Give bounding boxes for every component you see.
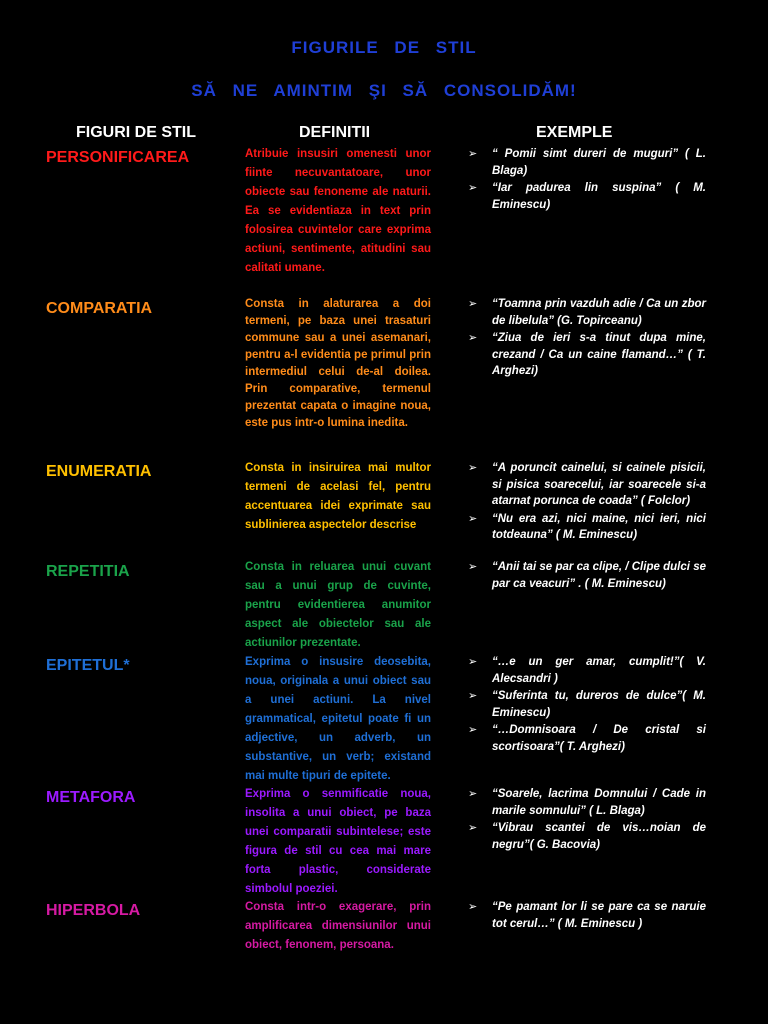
- example-item: ➢ “…Domnisoara / De cristal si scortisoara”( T. Arghezi): [468, 724, 706, 753]
- arrow-bullet-icon: ➢: [468, 298, 478, 310]
- term-personificarea: PERSONIFICAREA: [46, 149, 190, 166]
- example-item: ➢ “A poruncit cainelui, si cainele pisicii, si pisica soarecelui, iar soarecele si-a atarnat porunca de coada” ( Folclor): [468, 462, 706, 507]
- header-definitions: DEFINITII: [299, 124, 371, 141]
- term-metafora: METAFORA: [46, 789, 136, 806]
- header-examples: EXEMPLE: [536, 124, 613, 141]
- arrow-bullet-icon: ➢: [468, 656, 478, 668]
- examples-epitetul: [468, 654, 706, 756]
- example-item: ➢ “Suferinta tu, dureros de dulce”( M. Eminescu): [468, 690, 706, 719]
- examples-personificarea: [468, 146, 706, 214]
- examples-hiperbola: [468, 899, 706, 933]
- definition-comparatia: Consta in alaturarea a doi termeni, pe baza unei trasaturi commune sau a unei asemanari, pentru a-l evidentia pe primul prin intermediul celui de-al doilea. Prin comparative, termenul prezentat capata o imagine noua, este pus intr-o lumina inedita.: [245, 298, 431, 429]
- arrow-bullet-icon: ➢: [468, 332, 478, 344]
- definition-metafora: Exprima o senmificatie noua, insolita a unui obiect, pe baza unei comparatii subintelese; este figura de stil cu cea mai mare forta plastic, considerate simbolul poeziei.: [245, 788, 431, 895]
- arrow-bullet-icon: ➢: [468, 724, 478, 736]
- arrow-bullet-icon: ➢: [468, 182, 478, 194]
- term-epitetul: EPITETUL*: [46, 657, 130, 674]
- example-item: ➢ “Ziua de ieri s-a tinut dupa mine, crezand / Ca un caine flamand…” ( T. Arghezi): [468, 332, 706, 377]
- arrow-bullet-icon: ➢: [468, 148, 478, 160]
- arrow-bullet-icon: ➢: [468, 822, 478, 834]
- arrow-bullet-icon: ➢: [468, 462, 478, 474]
- examples-enumeratia: [468, 460, 706, 545]
- arrow-bullet-icon: ➢: [468, 561, 478, 573]
- examples-comparatia: [468, 296, 706, 381]
- definition-personificarea: Atribuie insusiri omenesti unor fiinte necuvantatoare, unor obiecte sau fenoneme ale naturii. Ea se evidentiaza in text prin folosirea cuvintelor care exprima actiuni, sentimente, atitudini sau calitati umane.: [245, 148, 431, 274]
- example-item: ➢ “…e un ger amar, cumplit!”( V. Alecsandri ): [468, 656, 706, 685]
- examples-metafora: [468, 786, 706, 854]
- example-item: ➢ “Pe pamant lor li se pare ca se naruie tot cerul…” ( M. Eminescu ): [468, 901, 706, 930]
- definition-enumeratia: Consta in insiruirea mai multor termeni de acelasi fel, pentru accentuarea idei exprimate sau sublinierea aspectelor descrise: [245, 462, 431, 531]
- arrow-bullet-icon: ➢: [468, 512, 478, 525]
- example-item: ➢ “Soarele, lacrima Domnului / Cade in marile somnului” ( L. Blaga): [468, 788, 706, 817]
- page-subtitle: SĂ NE AMINTIM ŞI SĂ CONSOLIDĂM!: [191, 81, 577, 100]
- arrow-bullet-icon: ➢: [468, 788, 478, 800]
- arrow-bullet-icon: ➢: [468, 901, 478, 913]
- example-item: ➢ “Vibrau scantei de vis…noian de negru”( G. Bacovia): [468, 822, 706, 851]
- example-item: ➢ “Nu era azi, nici maine, nici ieri, nici totdeauna” ( M. Eminescu): [468, 512, 706, 541]
- term-repetitia: REPETITIA: [46, 563, 130, 580]
- header-terms: FIGURI DE STIL: [76, 124, 196, 141]
- example-item: ➢ “Toamna prin vazduh adie / Ca un zbor de libelula” (G. Topirceanu): [468, 298, 706, 327]
- definition-epitetul: Exprima o insusire deosebita, noua, originala a unui obiect sau a unei actiuni. La nivel grammatical, epitetul poate fi un adjective, un adverb, un substantive, un verb; existand mai multe tipuri de epitete.: [245, 656, 431, 782]
- term-comparatia: COMPARATIA: [46, 300, 153, 317]
- example-item: ➢ “ Pomii simt dureri de muguri” ( L. Blaga): [468, 148, 706, 177]
- example-item: ➢ “Iar padurea lin suspina” ( M. Eminescu): [468, 182, 706, 211]
- term-hiperbola: HIPERBOLA: [46, 902, 141, 919]
- definition-repetitia: Consta in reluarea unui cuvant sau a unui grup de cuvinte, pentru evidentierea anumitor aspect ale obiectelor sau ale actiunilor prezentate.: [245, 561, 431, 649]
- arrow-bullet-icon: ➢: [468, 690, 478, 702]
- term-enumeratia: ENUMERATIA: [46, 463, 152, 480]
- page-title: FIGURILE DE STIL: [291, 38, 477, 57]
- definition-hiperbola: Consta intr-o exagerare, prin amplificarea dimensiunilor unui obiect, fenonem, persoana.: [245, 901, 431, 951]
- examples-repetitia: [468, 559, 706, 593]
- example-item: ➢ “Anii tai se par ca clipe, / Clipe dulci se par ca veacuri” . ( M. Eminescu): [468, 561, 706, 590]
